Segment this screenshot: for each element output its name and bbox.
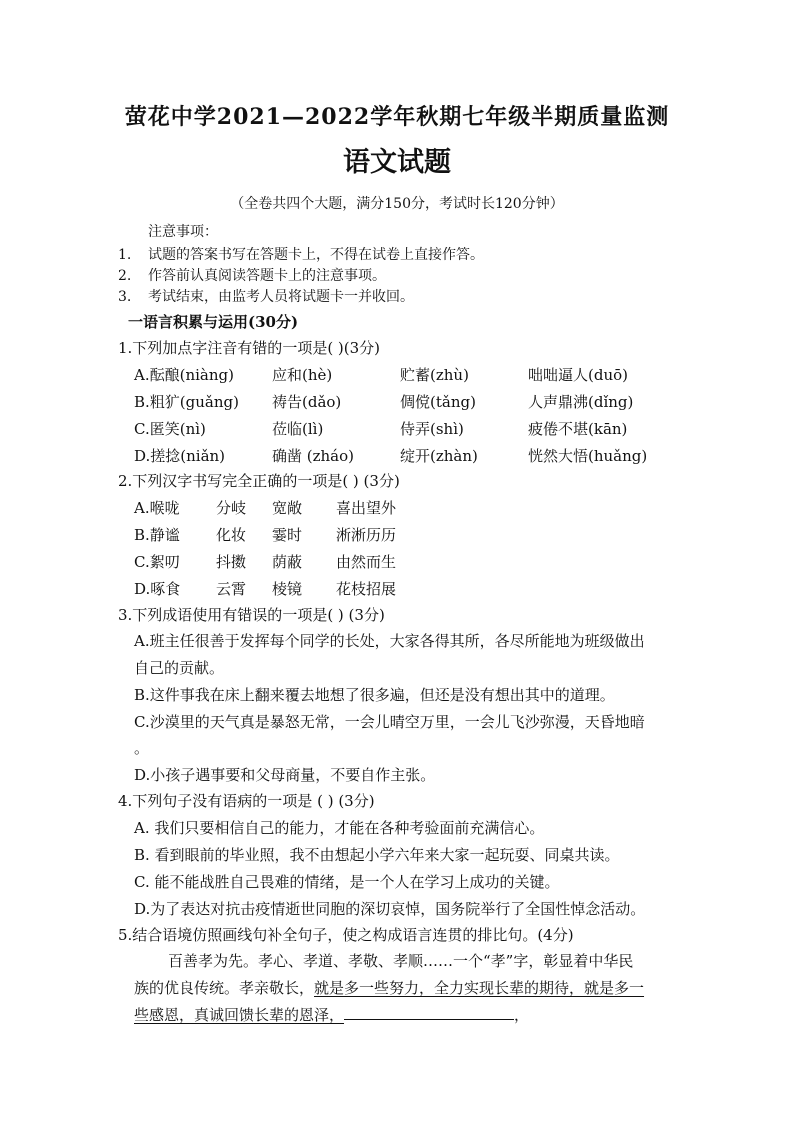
q1-option: 倜傥(tǎng) xyxy=(400,393,476,411)
q2-option: 荫蔽 xyxy=(272,553,303,571)
q2-option: A.喉咙 xyxy=(134,499,180,517)
q4-line: D.为了表达对抗击疫情逝世同胞的深切哀悼，国务院举行了全国性悼念活动。 xyxy=(134,900,646,918)
q5-paragraph-line xyxy=(134,1004,529,1025)
q1-option: 应和(hè) xyxy=(272,366,333,384)
q2-option: 化妆 xyxy=(216,526,247,544)
q1-option: 祷告(dǎo) xyxy=(272,393,342,411)
q5-paragraph-line xyxy=(134,977,644,998)
q3-line: 。 xyxy=(134,739,150,757)
question-4-stem: 4.下列句子没有语病的一项是 ( ) (3分) xyxy=(118,792,375,810)
q1-option: 咄咄逼人(duō) xyxy=(528,366,628,384)
q5-answer-blank[interactable] xyxy=(344,1005,514,1020)
q3-line: 自己的贡献。 xyxy=(134,659,225,677)
q1-option: 侍弄(shì) xyxy=(400,420,464,438)
q3-line: A.班主任很善于发挥每个同学的长处，大家各得其所，各尽所能地为班级做出 xyxy=(134,632,645,650)
notes-title: 注意事项： xyxy=(148,224,218,240)
question-2-stem: 2.下列汉字书写完全正确的一项是( ) (3分) xyxy=(118,472,400,490)
q3-line: C.沙漠里的天气真是暴怒无常，一会儿晴空万里，一会儿飞沙弥漫，天昏地暗 xyxy=(134,713,645,731)
q2-option: 喜出望外 xyxy=(336,499,397,517)
q2-option: 由然而生 xyxy=(336,553,397,571)
exam-title: 萤花中学2021—2022学年秋期七年级半期质量监测 xyxy=(124,104,670,130)
note-number: 1. xyxy=(118,247,132,263)
q3-line: D.小孩子遇事要和父母商量，不要自作主张。 xyxy=(134,766,436,784)
q5-underlined-text: 些感恩，真诚回馈长辈的恩泽， xyxy=(134,1006,345,1024)
q2-option: 抖擞 xyxy=(216,553,247,571)
q3-line: B.这件事我在床上翻来覆去地想了很多遍，但还是没有想出其中的道理。 xyxy=(134,686,615,704)
q5-plain-text: 族的优良传统。孝亲敬长， xyxy=(134,979,315,997)
note-text: 考试结束，由监考人员将试题卡一并收回。 xyxy=(148,289,414,305)
q4-line: B. 看到眼前的毕业照，我不由想起小学六年来大家一起玩耍、同桌共读。 xyxy=(134,846,620,864)
q4-line: A. 我们只要相信自己的能力，才能在各种考验面前充满信心。 xyxy=(134,819,545,837)
q2-option: C.絮叨 xyxy=(134,553,180,571)
q2-option: 宽敞 xyxy=(272,499,303,517)
exam-subject: 语文试题 xyxy=(343,147,451,178)
question-3-stem: 3.下列成语使用有错误的一项是( ) (3分) xyxy=(118,606,385,624)
note-item xyxy=(118,265,386,285)
section-title: 一语言积累与运用(30分) xyxy=(128,313,299,331)
q2-option: 淅淅历历 xyxy=(336,526,397,544)
question-1-stem: 1.下列加点字注音有错的一项是( )(3分) xyxy=(118,339,381,357)
q1-option: D.搓捻(niǎn) xyxy=(134,447,226,465)
q5-end-punct: ， xyxy=(514,1006,530,1024)
q5-underlined-text: 就是多一些努力，全力实现长辈的期待，就是多一 xyxy=(314,979,645,997)
q2-option: B.静谧 xyxy=(134,526,180,544)
q5-paragraph-line: 百善孝为先。孝心、孝道、孝敬、孝顺……一个“孝”字，彰显着中华民 xyxy=(168,952,634,970)
q1-option: B.粗犷(guǎng) xyxy=(134,393,239,411)
q2-option: 分岐 xyxy=(216,499,247,517)
note-item xyxy=(118,286,414,306)
q2-option: 云霄 xyxy=(216,580,247,598)
note-number: 3. xyxy=(118,289,132,305)
q1-option: 疲倦不堪(kān) xyxy=(528,420,628,438)
question-5-stem: 5.结合语境仿照画线句补全句子，使之构成语言连贯的排比句。(4分) xyxy=(118,926,574,944)
note-number: 2. xyxy=(118,268,132,284)
q2-option: 霎时 xyxy=(272,526,303,544)
q1-option: 贮蓄(zhù) xyxy=(400,366,469,384)
q1-option: 恍然大悟(huǎng) xyxy=(528,447,648,465)
q1-option: 人声鼎沸(dǐng) xyxy=(528,393,634,411)
q4-line: C. 能不能战胜自己畏难的情绪，是一个人在学习上成功的关键。 xyxy=(134,873,560,891)
q1-option: 莅临(lì) xyxy=(272,420,324,438)
q1-option: C.匿笑(nì) xyxy=(134,420,206,438)
q2-option: 棱镜 xyxy=(272,580,303,598)
q2-option: D.啄食 xyxy=(134,580,181,598)
q2-option: 花枝招展 xyxy=(336,580,397,598)
note-item xyxy=(118,244,484,264)
exam-subtitle: （全卷共四个大题，满分150分，考试时长120分钟） xyxy=(230,196,564,212)
note-text: 作答前认真阅读答题卡上的注意事项。 xyxy=(148,268,386,284)
q1-option: A.酝酿(niàng) xyxy=(134,366,234,384)
q1-option: 绽开(zhàn) xyxy=(400,447,478,465)
note-text: 试题的答案书写在答题卡上，不得在试卷上直接作答。 xyxy=(148,247,484,263)
q1-option: 确凿 (zháo) xyxy=(272,447,355,465)
